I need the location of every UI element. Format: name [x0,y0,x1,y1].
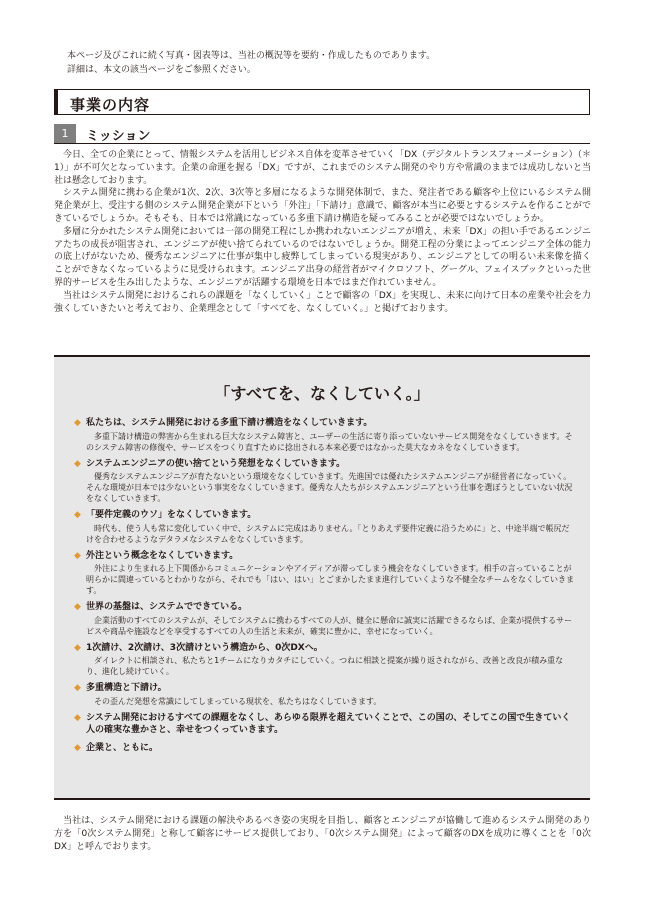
commitment-item [74,601,574,637]
closing-text: 当社は、システム開発における課題の解決やあるべき姿の実現を目指し、顧客とエンジニアが協働して進めるシステム開発のあり方を「0次システム開発」と称して顧客にサービス提供しており、「0次システム開発」によって顧客のDXを成功に導くことを「0次DX」と呼んでおります。 [54,816,591,852]
commitment-head: 「要件定義のウソ」をなくしていきます。 [86,510,257,520]
commitment-head: システム開発におけるすべての課題をなくし、あらゆる限界を超えていくことで、この国の、そしてこの国で生きていく人の確実な豊かさと、幸せをつくっていきます。 [86,712,571,735]
subsection-title: ミッション [86,129,151,144]
diamond-icon: ◆ [74,458,81,469]
diamond-icon: ◆ [74,418,81,428]
section-title: 事業の内容 [70,96,151,114]
intro-note [67,50,607,77]
commitment-body: 時代も、使う人も常に変化していく中で、システムに完成はありません。「とりあえず要件定義に沿うために」と、中途半端で帳尻だけを合わせるようなデタラメなシステムをなくしていきます。 [86,523,570,544]
subsection-heading [54,124,590,144]
section-heading [54,89,590,115]
commitment-item [74,642,574,678]
commitment-head: システムエンジニアの使い捨てという発想をなくしていきます。 [86,458,346,469]
body-paragraph-2: システム開発に携わる企業が1次、2次、3次等と多層になるような開発体制で、また、発注者である顧客や上位にいるシステム開発企業が上、受注する側のシステム開発企業が下という「外注」「下請け」意識で、顧客が本当に必要とするシステムを作ることができているでしょうか。そもそも、日本では常識になっている多重下請け構造を疑ってみることが必要ではないでしょうか。 [54,188,591,224]
diamond-icon: ◆ [74,642,81,653]
commitment-body: ダイレクトに相談され、私たちと1チームになりカタチにしていく。つねに相談と提案が繰り返されながら、改善と改良が積み重なり、進化し続けていく。 [86,656,564,676]
commitment-item [74,509,574,545]
slogan-title: 「すべてを、なくしていく。」 [214,384,430,403]
commitment-head: 多重構造と下請け。 [86,683,167,693]
mission-body [54,149,591,315]
intro-line-1: 本ページ及びこれに続く写真・図表等は、当社の概況等を要約・作成したものであります。 [67,51,436,61]
commitment-head: 世界の基盤は、システムでできている。 [86,602,248,612]
subsection-number: 1 [54,124,76,143]
commitment-item [74,712,574,737]
diamond-icon: ◆ [74,742,81,753]
closing-paragraph [54,815,591,854]
commitment-body: 企業活動のすべてのシステムが、そしてシステムに携わるすべての人が、健全に懸命に誠実に活躍できるならば、企業が提供するサービスや商品や施設などを享受するすべての人の生活と未来が、確実に豊かに、幸せになっていく。 [86,615,573,636]
commitment-list [74,417,574,759]
body-paragraph-1: 今日、全ての企業にとって、情報システムを活用しビジネス自体を変革させていく「DX（デジタルトランスフォーメーション）（＊1）」が不可欠となっています。企業の命運を握る「DX」ですが、これまでのシステム開発のやり方や常識のままでは成功しないと当社は懸念しております。 [54,150,591,186]
diamond-icon: ◆ [74,550,81,561]
commitment-body: 多重下請け構造の弊害から生まれる巨大なシステム障害と、ユーザーの生活に寄り添っていないサービス開発をなくしていきます。そのシステム障害の修復や、サービスをつくり直すために捻出される本来必要ではなかった莫大なカネをなくしていきます。 [86,431,573,452]
commitment-body: 優秀なシステムエンジニアが育たないという環境をなくしていきます。先進国では優れたシステムエンジニアが経営者になっていく。そんな環境が日本では少ないという事実をなくしていきます。優秀な人たちがシステムエンジニアという仕事を選ぼうとしていない状況をなくしていきます。 [86,472,573,503]
commitment-item [74,742,574,755]
commitment-head: 外注という概念をなくしていきます。 [86,550,239,561]
commitment-body: 外注により生まれる上下関係からコミュニケーションやアイディアが滞ってしまう機会をなくしていきます。相手の言っていることが明らかに間違っているとわかりながら、それでも「はい、はい」とごまかしたまま進行していくような不健全なチームをなくしていきます。 [86,564,574,595]
diamond-icon: ◆ [74,712,81,723]
commitment-item [74,458,574,505]
diamond-icon: ◆ [74,510,81,520]
commitment-item [74,550,574,597]
diamond-icon: ◆ [74,683,81,693]
diamond-icon: ◆ [74,602,81,612]
slogan-panel [54,355,590,800]
commitment-item [74,682,574,707]
commitment-body: その歪んだ発想を常識にしてしまっている現状を、私たちはなくしていきます。 [94,696,382,706]
intro-line-2: 詳細は、本文の該当ページをご参照ください。 [67,64,256,75]
commitment-item [74,417,574,453]
commitment-head: 1次請け、2次請け、3次請けという構造から、0次DXへ。 [86,642,323,653]
body-paragraph-3: 多層に分かれたシステム開発においては一部の開発工程にしか携われないエンジニアが増え、未来「DX」の担い手であるエンジニアたちの成長が阻害され、エンジニアが使い捨てられているのではないでしょうか。開発工程の分業によってエンジニア全体の能力の底上げがないため、優秀なエンジニアに仕事が集中し疲弊してしまっている現実があり、エンジニアとしての明るい未来像を描くことができなくなっているように見受けられます。エンジニア出身の経営者がマイクロソフト、グーグル、フェイスブックといった世界的サービスを生み出したような、エンジニアが活躍する環境を日本ではまだ作れていません。 [54,226,591,288]
body-paragraph-4: 当社はシステム開発におけるこれらの課題を「なくしていく」ことで顧客の「DX」を実現し、未来に向けて日本の産業や社会を力強くしていきたいと考えており、企業理念として「すべてを、なくしていく。」と掲げております。 [54,290,591,314]
commitment-head: 私たちは、システム開発における多重下請け構造をなくしていきます。 [86,418,373,428]
commitment-head: 企業と、ともに。 [86,742,159,753]
